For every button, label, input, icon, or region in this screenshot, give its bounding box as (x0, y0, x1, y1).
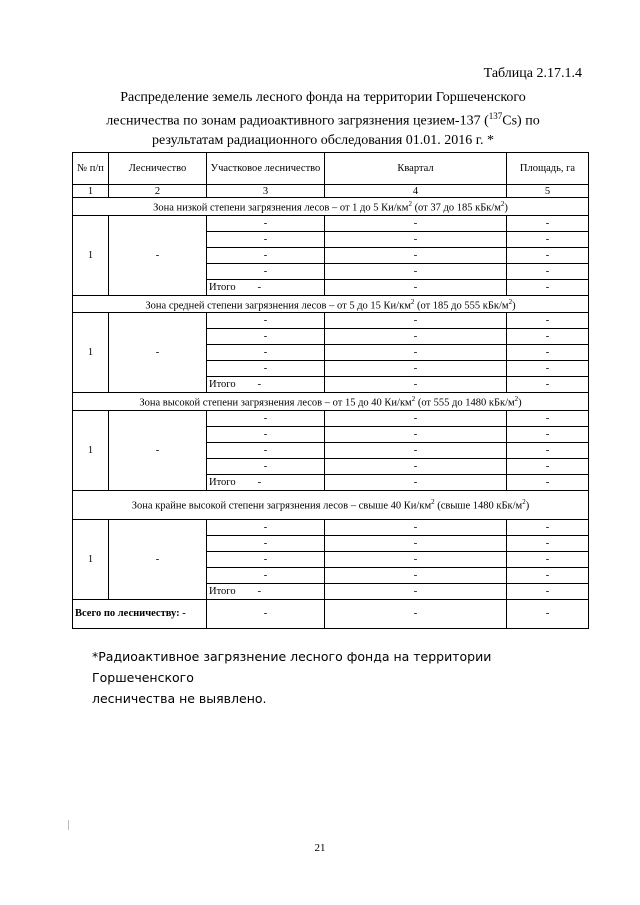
footnote-line-1: *Радиоактивное загрязнение лесного фонда на территории Горшеченского (92, 649, 492, 685)
district-cell: - (207, 410, 325, 426)
zone-title (73, 490, 589, 519)
district-cell: - (207, 535, 325, 551)
district-cell: - (207, 263, 325, 279)
zone-title-superscript: 2 (514, 395, 519, 403)
quarter-cell: - (325, 263, 507, 279)
district-cell: - (207, 231, 325, 247)
zone-heading-row (73, 198, 589, 216)
forestry-cell: - (109, 313, 207, 393)
district-cell: - (207, 551, 325, 567)
area-cell: - (507, 231, 589, 247)
forestry-cell: - (109, 410, 207, 490)
quarter-cell: - (325, 426, 507, 442)
district-cell: - (207, 215, 325, 231)
header-district-forestry: Участковое лесничество (207, 153, 325, 185)
quarter-cell: - (325, 215, 507, 231)
quarter-cell: - (325, 535, 507, 551)
zone-heading-row (73, 393, 589, 411)
district-cell: - (207, 329, 325, 345)
subtotal-wrap (209, 378, 322, 391)
column-number: 2 (109, 185, 207, 198)
zone-heading-row (73, 490, 589, 519)
table-header-row (73, 153, 589, 185)
column-number: 5 (507, 185, 589, 198)
quarter-cell: - (325, 247, 507, 263)
subtotal-area: - (507, 279, 589, 295)
scan-mark (68, 820, 69, 830)
zone-title-text: ) (518, 397, 522, 409)
quarter-cell: - (325, 231, 507, 247)
subtotal-quarter: - (325, 583, 507, 599)
zone-title (73, 198, 589, 216)
area-cell: - (507, 345, 589, 361)
footnote-line-2: лесничества не выявлено. (92, 691, 267, 706)
zone-title-text: (от 555 до 1480 кБк/м (415, 397, 515, 409)
zone-title-superscript: 2 (508, 297, 513, 306)
zone-title-text: Зона средней степени загрязнения лесов – от 5 до 15 Ки/км (145, 300, 411, 311)
table-number-label: Таблица 2.17.1.4 (483, 66, 582, 81)
table-row (73, 215, 589, 231)
subtotal-quarter: - (325, 474, 507, 490)
area-cell: - (507, 551, 589, 567)
quarter-cell: - (325, 329, 507, 345)
subtotal-area: - (507, 377, 589, 393)
area-cell: - (507, 567, 589, 583)
subtotal-cell (207, 377, 325, 393)
zone-title-text: ) (504, 202, 508, 214)
quarter-cell: - (325, 345, 507, 361)
quarter-cell: - (325, 458, 507, 474)
quarter-cell: - (325, 442, 507, 458)
district-cell: - (207, 345, 325, 361)
subtotal-cell (207, 279, 325, 295)
subtotal-area: - (507, 474, 589, 490)
zone-title-superscript: 2 (500, 200, 505, 208)
forestry-cell: - (109, 215, 207, 295)
grand-total-value: - (182, 608, 186, 619)
area-cell: - (507, 410, 589, 426)
row-number: 1 (73, 215, 109, 295)
quarter-cell: - (325, 551, 507, 567)
table-caption (88, 88, 558, 150)
grand-total-area: - (507, 599, 589, 628)
forestry-cell: - (109, 519, 207, 599)
area-cell: - (507, 361, 589, 377)
column-number: 4 (325, 185, 507, 198)
subtotal-area: - (507, 583, 589, 599)
zone-title-superscript: 2 (431, 498, 435, 507)
area-cell: - (507, 442, 589, 458)
header-quarter: Квартал (325, 153, 507, 185)
zone-title-text: Зона высокой степени загрязнения лесов – от 15 до 40 Ки/км (139, 397, 412, 409)
zone-title-text: (от 37 до 185 кБк/м (411, 202, 501, 214)
subtotal-value: - (257, 379, 262, 390)
area-cell: - (507, 426, 589, 442)
grand-total-label-wrap (75, 607, 204, 620)
zone-title-superscript: 2 (522, 498, 526, 507)
district-cell: - (207, 519, 325, 535)
zone-title-text: Зона крайне высокой степени загрязнения лесов – свыше 40 Ки/км (131, 500, 432, 512)
quarter-cell: - (325, 567, 507, 583)
district-cell: - (207, 442, 325, 458)
subtotal-cell (207, 583, 325, 599)
row-number: 1 (73, 313, 109, 393)
zone-title-text: ) (512, 300, 516, 311)
subtotal-wrap (209, 476, 322, 489)
column-number: 1 (73, 185, 109, 198)
district-cell: - (207, 313, 325, 329)
area-cell: - (507, 247, 589, 263)
column-number-row (73, 185, 589, 198)
caption-line-2: лесничества по зонам радиоактивного загрязнения цезием-137 ($^{137}$Cs) по (106, 111, 540, 129)
district-cell: - (207, 458, 325, 474)
zone-title (73, 393, 589, 411)
zone-heading-row (73, 295, 589, 313)
district-cell: - (207, 361, 325, 377)
subtotal-quarter: - (325, 279, 507, 295)
subtotal-label: Итого (209, 281, 236, 293)
column-number: 3 (207, 185, 325, 198)
row-number: 1 (73, 519, 109, 599)
district-cell: - (207, 247, 325, 263)
quarter-cell: - (325, 519, 507, 535)
zone-title-text: (свыше 1480 кБк/м (434, 500, 523, 512)
subtotal-label: Итого (209, 585, 236, 597)
quarter-cell: - (325, 313, 507, 329)
area-cell: - (507, 519, 589, 535)
zone-title-superscript: 2 (410, 297, 415, 306)
area-cell: - (507, 215, 589, 231)
quarter-cell: - (325, 361, 507, 377)
table-row (73, 410, 589, 426)
area-cell: - (507, 535, 589, 551)
zone-title-text: (от 185 до 555 кБк/м (414, 300, 509, 311)
zone-title-text: ) (525, 500, 530, 512)
caption-line-3: результатам радиационного обследования 01.01. 2016 г. * (152, 132, 494, 148)
area-cell: - (507, 458, 589, 474)
area-cell: - (507, 329, 589, 345)
area-cell: - (507, 263, 589, 279)
district-cell: - (207, 426, 325, 442)
quarter-cell: - (325, 410, 507, 426)
zone-title-superscript: 2 (408, 200, 412, 208)
subtotal-label: Итого (209, 379, 236, 390)
header-forestry: Лесничество (109, 153, 207, 185)
table-row (73, 313, 589, 329)
grand-total-label: Всего по лесничеству: (75, 608, 180, 619)
district-cell: - (207, 567, 325, 583)
page-number: 21 (314, 842, 326, 854)
grand-total-district: - (207, 599, 325, 628)
row-number: 1 (73, 410, 109, 490)
zone-title-superscript: 2 (411, 395, 416, 403)
zone-title (73, 295, 589, 313)
subtotal-value: - (257, 585, 262, 597)
subtotal-wrap (209, 281, 322, 294)
subtotal-cell (207, 474, 325, 490)
table-row (73, 519, 589, 535)
subtotal-label: Итого (209, 476, 236, 488)
subtotal-quarter: - (325, 377, 507, 393)
subtotal-value: - (257, 281, 262, 293)
area-cell: - (507, 313, 589, 329)
grand-total-quarter: - (325, 599, 507, 628)
subtotal-wrap (209, 585, 322, 598)
caption-line-1: Распределение земель лесного фонда на территории Горшеченского (120, 90, 526, 105)
grand-total-row (73, 599, 589, 628)
subtotal-value: - (257, 476, 262, 488)
header-number: № п/п (73, 153, 109, 185)
contamination-table (72, 152, 589, 629)
zone-title-text: Зона низкой степени загрязнения лесов – от 1 до 5 Ки/км (153, 202, 409, 214)
header-area: Площадь, га (507, 153, 589, 185)
footnote (92, 646, 592, 709)
grand-total-cell (73, 599, 207, 628)
